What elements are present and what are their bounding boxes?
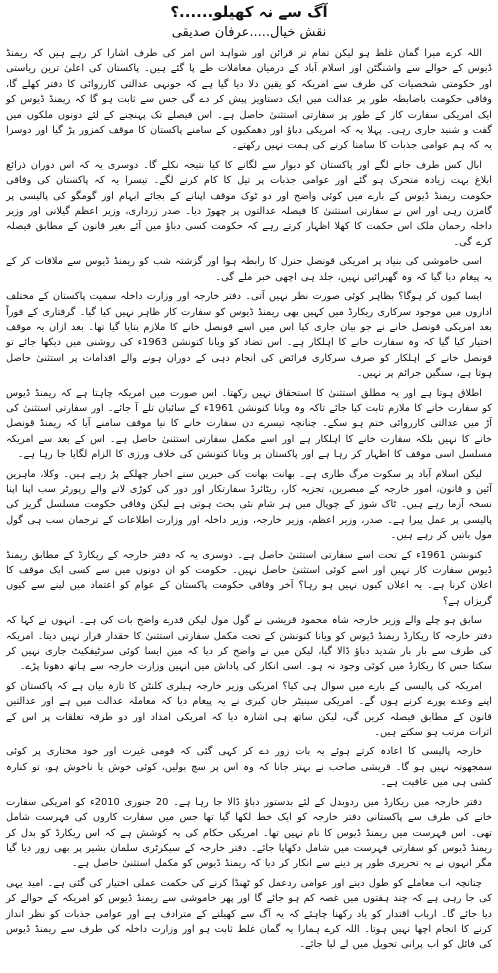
article-body xyxy=(6,46,492,953)
article-paragraph: اسی خاموشی کی بنیاد پر امریکی قونصل جنرل کا رابطہ ہوا اور گزشتہ شب کو ریمنڈ ڈیوس سے ملاقات کر کے یہ پیغام دیا گیا کہ وہ گھبرائیں نہیں، جلد ہی اچھی خبر ملے گی۔ xyxy=(6,256,492,283)
article-paragraph: خارجہ پالیسی کا اعادہ کرتے ہوئے یہ بات زور دے کر کہی گئی کہ قومی غیرت اور خود مختاری پر کوئی سمجھوتہ نہیں ہو گا۔ قریشی صاحب نے بہتر جانا کہ وہ اس پر سچ بولیں، کوئی خوش یا ناخوش ہو، تو کنارہ کشی ہی میں عافیت ہے۔ xyxy=(6,746,492,789)
article-headline: آگ سے نہ کھیلو......؟ xyxy=(170,3,328,21)
article-paragraph: کنونشن 1961ء کے تحت اسے سفارتی استثنیٰ حاصل ہے۔ دوسری یہ کہ دفتر خارجہ کے ریکارڈ کے مطابق ریمنڈ ڈیوس سفارت کار نہیں اور اسے کوئی استثنیٰ حاصل نہیں۔ حکومت کو ان دونوں میں سے کسی ایک موقف کا اعلان کرنا ہے۔ یہ اعلان کیوں نہیں ہو رہا؟ آخر وفاقی حکومت پاکستان کے عوام کو اعتماد میں لینے سے کیوں گریزاں ہے؟ xyxy=(6,549,492,607)
article-paragraph: چنانچہ اب معاملے کو طول دینے اور عوامی ردعمل کو ٹھنڈا کرنے کی حکمت عملی اختیار کی گئی ہے۔ امید یہی کی جا رہی ہے کہ چند ہفتوں میں غصہ کم ہو جائے گا اور پھر خاموشی سے ریمنڈ ڈیوس کو امریکہ کے حوالے کر دیا جائے گا۔ ارباب اقتدار کو یاد رکھنا چاہئے کہ یہ آگ سے کھیلنے کے مترادف ہے اور عوامی جذبات کو نظر انداز کرنے کا انجام اچھا نہیں ہوتا۔ اللہ کرے ہمارا یہ گمان غلط ثابت ہو اور وزارت داخلہ کی طرف سے ریمنڈ ڈیوس کی فائل کو اب پرانی تحویل میں لے لیا جائے۔ xyxy=(6,877,492,951)
article-paragraph: اللہ کرے میرا گمان غلط ہو لیکن تمام تر قرائن اور شواہد اس امر کی طرف اشارا کر رہے ہیں کہ ریمنڈ ڈیوس کے حوالے سے واشنگٹن اور اسلام آباد کے درمیان معاملات طے پا گئے ہیں۔ پاکستان کی اعلیٰ ترین ریاستی اور حکومتی شخصیات کی طرف سے امریکہ کو یقین دلا دیا گیا ہے کہ جونہی عدالتی کارروائی کا دفتر کھلے گا، وفاقی حکومت باضابطہ طور پر عدالت میں ایک دستاویز پیش کر دے گی جس سے ثابت ہو گا کہ ریمنڈ ڈیوس کو ایک امریکی سفارت کار کے طور پر سفارتی استثنیٰ حاصل ہے۔ اس فیصلے تک پہنچنے کے لئے دونوں ملکوں میں گفت و شنید جاری رہی۔ پہلا یہ کہ امریکی دباؤ اور دھمکیوں کے سامنے پاکستان کا موقف کمزور پڑ گیا اور دوسرا یہ کہ ہم عوامی جذبات کا سامنا کرنے کی ہمت نہیں رکھتے۔ xyxy=(6,48,492,152)
article-paragraph: ابال کس طرف جانے لگے اور پاکستان کو دیوار سے لگانے کا کیا نتیجہ نکلے گا۔ دوسری یہ کہ اس دوران ذرائع ابلاغ بہت زیادہ متحرک ہو گئے اور عوامی جذبات پر تیل کا کام کرنے لگے۔ تیسرا یہ کہ پاکستان کی وفاقی حکومت ریمنڈ ڈیوس کے بارے میں کوئی واضح اور دو ٹوک موقف اپنانے کے بجائے ابہام اور گومگو کی پالیسی پر گامزن رہی اور اس نے سفارتی استثنیٰ کا فیصلہ عدالتوں پر چھوڑ دیا۔ صدر زرداری، وزیر اعظم گیلانی اور وزیر داخلہ رحمان ملک اس حکمت کا کھلا اظہار کرتے رہے کہ حکومت کسی دباؤ میں آئے بغیر قانون کے مطابق فیصلہ کرے گی۔ xyxy=(6,159,492,248)
article-paragraph: لیکن اسلام آباد پر سکوت مرگ طاری ہے۔ بھانت بھانت کی خبریں سنے اخبار چھلکے پڑ رہے ہیں۔ وکلا، ماہرین آئین و قانون، امور خارجہ کے مبصرین، تجزیہ کار، ریٹائرڈ سفارتکار اور دور کی کوڑی لانے والے رپورٹر سب اپنا اپنا نسخہ آزما رہے ہیں۔ ٹاک شوز کے چوپال میں ہر شام نئی بحث ہوتی ہے لیکن وفاقی حکومت مسلسل گریز کی پالیسی پر عمل پیرا ہے۔ صدر، وزیر اعظم، وزیر خارجہ، وزیر داخلہ اور وزارت اطلاعات کے ترجمان سب ہی گول مول باتیں کر رہے ہیں۔ xyxy=(6,468,492,542)
column-byline: نقش خیال.....عرفان صدیقی xyxy=(171,25,327,40)
article-paragraph: سابق ہو چلے والے وزیر خارجہ شاہ محمود قریشی نے گول مول لیکن قدرے واضح بات کی ہے۔ انہوں نے کہا کہ دفتر خارجہ کا ریکارڈ ریمنڈ ڈیوس کو ویانا کنونشن کے تحت مکمل سفارتی استثنیٰ کا حقدار قرار نہیں دیتا۔ امریکہ کی طرف سے بار بار شدید دباؤ ڈالا گیا، لیکن میں نے واضح کر دیا کہ میں ایسا کوئی سرٹیفکیٹ جاری نہیں کر سکتا جس کا ریکارڈ میں کوئی وجود نہ ہو۔ اسی انکار کی پاداش میں انہیں وزارت خارجہ سے ہاتھ دھونا پڑے۔ xyxy=(6,615,492,673)
article-paragraph: اطلاق ہوتا ہے اور یہ مطلق استثنیٰ کا استحقاق نہیں رکھتا۔ اس صورت میں امریکہ چاہتا ہے کہ ریمنڈ ڈیوس کو سفارت خانے کا ملازم ثابت کیا جائے تاکہ وہ ویانا کنونشن 1961ء کے سائبان تلے آ جائے۔ اور سفارتی استثنیٰ کی آڑ میں عدالتی کارروائی ختم ہو سکے۔ چنانچہ تیسرے دن سفارت خانے کا نیا موقف سامنے آیا کہ ریمنڈ قونصل خانے کا نہیں بلکہ سفارت خانے کا اہلکار ہے اور اسے مکمل سفارتی استثنیٰ حاصل ہے۔ اس کے بعد سے امریکہ مسلسل اسی موقف کا اظہار کر رہا ہے اور پاکستان پر ویانا کنونشن کی خلاف ورزی کا الزام لگایا جا رہا ہے۔ xyxy=(6,387,492,461)
article-paragraph: دفتر خارجہ میں ریکارڈ میں ردوبدل کے لئے بدستور دباؤ ڈالا جا رہا ہے۔ 20 جنوری 2010ء کو امریکی سفارت خانے کی طرف سے پاکستانی دفتر خارجہ کو ایک خط لکھا گیا تھا جس میں سفارت کاروں کی فہرست شامل تھی۔ اس فہرست میں ریمنڈ ڈیوس کا نام نہیں تھا۔ امریکی حکام کی یہ کوشش ہے کہ اس ریکارڈ کو بدل کر ریمنڈ ڈیوس کو سفارتی فہرست میں شامل دکھایا جائے۔ دفتر خارجہ کے سیکرٹری سلمان بشیر پر بھی زور دیا گیا مگر انہوں نے یہ تحریری طور پر دینے سے انکار کر دیا کہ ریمنڈ ڈیوس کو مکمل استثنیٰ حاصل ہے۔ xyxy=(6,796,492,870)
article-paragraph: ایسا کیوں کر ہوگا؟ بظاہر کوئی صورت نظر نہیں آتی۔ دفتر خارجہ اور وزارت داخلہ سمیت پاکستان کے مختلف اداروں میں موجود سرکاری ریکارڈ میں کہیں بھی ریمنڈ ڈیوس کو سفارت کار ظاہر نہیں کیا گیا۔ گرفتاری کے فوراً بعد امریکی قونصل خانے نے جو بیان جاری کیا اس میں اسے قونصل خانے کا ملازم بتایا گیا تھا۔ بعد ازاں یہ موقف اختیار کیا گیا کہ وہ سفارت خانے کا اہلکار ہے۔ اس تضاد کو ویانا کنونشن 1963ء کی روشنی میں دیکھا جائے تو قونصل خانے کے اہلکار کو صرف سرکاری فرائض کی انجام دہی کے دوران ہونے والے اقدامات پر استثنیٰ حاصل ہوتا ہے، سنگین جرائم پر نہیں۔ xyxy=(6,291,492,380)
article-paragraph: امریکہ کی پالیسی کے بارے میں سوال ہی کیا؟ امریکی وزیر خارجہ ہیلری کلنٹن کا تازہ بیان ہے کہ پاکستان کو اپنے وعدے پورے کرنے ہوں گے۔ امریکی سینیٹر جان کیری نے یہ پیغام دیا کہ معاملہ عدالت میں ہے اور عدالتیں قانون کے مطابق فیصلہ کریں گی، لیکن ساتھ ہی اشارہ دیا کہ امریکی امداد اور دو طرفہ تعلقات پر اس کے اثرات مرتب ہو سکتے ہیں۔ xyxy=(6,680,492,739)
